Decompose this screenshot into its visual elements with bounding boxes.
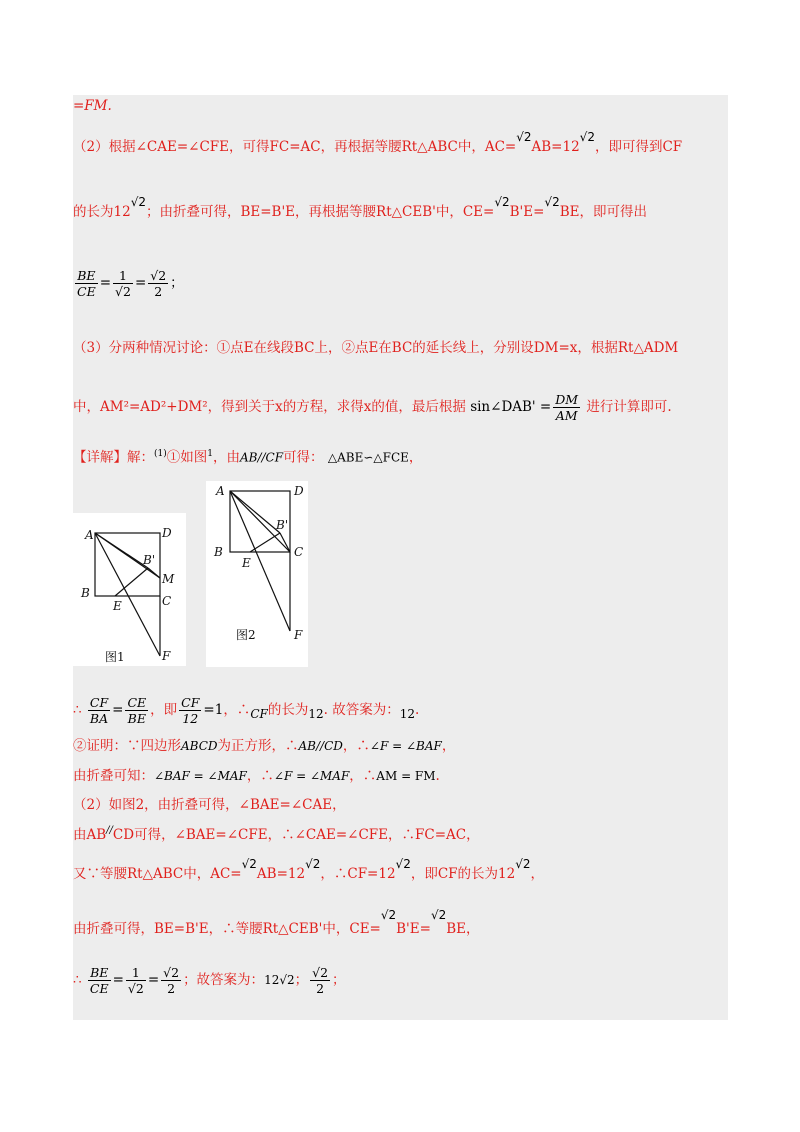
text: CF xyxy=(250,707,268,721)
text: ，即CF的长为12 xyxy=(410,866,516,882)
text-line xyxy=(73,339,678,357)
step-number: (1) xyxy=(154,449,167,459)
point-label: C xyxy=(162,594,172,608)
text-line xyxy=(73,737,455,755)
figure-2 xyxy=(206,481,308,667)
text-line xyxy=(73,97,112,115)
point-label: A xyxy=(85,528,94,542)
text: 1 xyxy=(207,449,213,459)
fraction: $\frac{√2}{2}$ xyxy=(312,965,329,996)
text-line xyxy=(73,796,346,814)
point-label: D xyxy=(294,484,304,498)
text: 由折叠可得，BE=B'E，∴等腰Rt△CEB'中，CE= xyxy=(73,921,381,937)
point-label: C xyxy=(294,545,304,559)
text: B'E= xyxy=(509,204,545,220)
formula: ∠F = ∠MAF xyxy=(273,769,350,783)
text: AB=12 xyxy=(531,139,580,155)
text-line: ∴ $\frac{CF}{BA}$ = $\frac{CE}{BE}$ ，即 $\frac{CF}{12}$ =1，∴CF的长为12. 故答案为：12. xyxy=(73,695,420,726)
text: ；故答案为： xyxy=(183,972,265,988)
text: ，即 xyxy=(150,702,178,718)
fraction-line: $\frac{BE}{CE}$ = $\frac{1}{√2}$ = $\frac{√2}{2}$ ； xyxy=(77,268,184,299)
text: ， xyxy=(530,866,544,882)
text: ， xyxy=(441,738,456,754)
text: 又∵等腰Rt△ABC中，AC= xyxy=(73,866,242,882)
parallel-symbol: // xyxy=(106,825,113,836)
text-line: ∴ $\frac{BE}{CE}$ = $\frac{1}{√2}$ = $\frac{√2}{2}$ ；故答案为：12√2； $\frac{√2}{2}$ ； xyxy=(73,965,346,996)
point-label: B xyxy=(81,586,90,600)
text-line xyxy=(73,130,683,156)
text-line xyxy=(73,826,480,846)
text: （2）根据∠CAE=∠CFE，可得FC=AC，再根据等腰Rt△ABC中，AC= xyxy=(73,139,517,155)
text: B'E= xyxy=(396,921,431,937)
point-label: A xyxy=(216,484,225,498)
figure-1 xyxy=(73,513,186,666)
text-line xyxy=(73,908,480,938)
text: ，由 xyxy=(212,449,240,466)
text: 中，AM²=AD²+DM²，得到关于x的方程，求得x的值，最后根据 xyxy=(73,399,466,415)
text: BE， xyxy=(446,921,480,937)
figure-caption: 图2 xyxy=(236,628,256,642)
formula: AB//CF xyxy=(239,450,284,465)
figure-2-drawing xyxy=(206,481,308,667)
point-label: D xyxy=(162,526,172,540)
fraction: $\frac{CE}{BE}$ xyxy=(127,695,147,726)
fraction: $\frac{CF}{12}$ xyxy=(181,695,200,726)
text: 可得： xyxy=(283,449,324,466)
text: ， xyxy=(408,449,423,466)
text: =FM. xyxy=(73,98,112,114)
point-label: E xyxy=(113,599,122,613)
sqrt-symbol: √2 xyxy=(430,908,447,922)
text: 由AB xyxy=(73,827,107,843)
text-line xyxy=(73,767,440,785)
formula: sin∠DAB' = xyxy=(470,399,552,415)
text-line xyxy=(73,392,672,423)
figure-1-drawing xyxy=(73,513,186,666)
sqrt-symbol: √2 xyxy=(305,857,321,871)
sqrt-symbol: √2 xyxy=(515,857,531,871)
text: . xyxy=(435,768,440,784)
text: （3）分两种情况讨论：①点E在线段BC上，②点E在BC的延长线上，分别设DM=x，根据Rt△ADM xyxy=(73,340,679,356)
sqrt-symbol: √2 xyxy=(130,195,146,209)
text: （2）如图2，由折叠可得，∠BAE=∠CAE， xyxy=(73,797,346,813)
formula: ∠F = ∠BAF xyxy=(369,739,442,753)
point-label: F xyxy=(294,628,303,642)
text: ，∴ xyxy=(246,768,274,784)
sqrt-symbol: √2 xyxy=(494,195,510,209)
text: ∴ xyxy=(73,972,82,988)
fraction: $\frac{√2}{2}$ xyxy=(163,965,180,996)
text: ，即可得到CF xyxy=(594,139,683,155)
text: ； xyxy=(332,972,346,988)
detail-label: 【详解】解： xyxy=(73,449,154,466)
text: ②证明：∵四边形 xyxy=(73,738,181,754)
text: ，∴ xyxy=(342,738,370,754)
fraction: $\frac{1}{√2}$ xyxy=(127,965,144,996)
fraction: $\frac{1}{√2}$ xyxy=(115,268,131,299)
formula: ABCD xyxy=(181,739,218,753)
text: 的长为 xyxy=(267,702,309,718)
text: 的长为12 xyxy=(73,204,131,220)
formula: AB//CD xyxy=(298,739,343,753)
point-label: F xyxy=(162,649,171,663)
point-label: B' xyxy=(276,518,289,532)
figure-caption: 图1 xyxy=(105,650,125,664)
text: . 故答案为： xyxy=(323,702,400,718)
formula: ∠BAF = ∠MAF xyxy=(154,769,247,783)
sqrt-symbol: √2 xyxy=(579,130,595,144)
text: 进行计算即可. xyxy=(586,399,672,415)
fraction: $\frac{CF}{BA}$ xyxy=(89,695,109,726)
sqrt-symbol: √2 xyxy=(380,908,397,922)
point-label: E xyxy=(242,556,251,570)
text: 为正方形，∴ xyxy=(217,738,299,754)
text: ，∴ xyxy=(349,768,377,784)
text: ； xyxy=(294,972,309,988)
fraction: $\frac{√2}{2}$ xyxy=(150,268,167,299)
text-line xyxy=(73,195,647,221)
point-label: B' xyxy=(143,553,156,567)
fraction: $\frac{BE}{CE}$ xyxy=(89,965,109,996)
text: ，∴ xyxy=(223,702,251,718)
sqrt-symbol: √2 xyxy=(544,195,560,209)
text: ；由折叠可得，BE=B'E，再根据等腰Rt△CEB'中，CE= xyxy=(145,204,495,220)
text: 12 xyxy=(399,707,415,721)
text: =1 xyxy=(203,702,224,718)
sqrt-symbol: √2 xyxy=(241,857,257,871)
fraction: $\frac{DM}{AM}$ xyxy=(555,392,579,423)
formula: △ABE∽△FCE xyxy=(327,450,409,465)
answer-value: 12√2 xyxy=(264,973,295,987)
text: 由折叠可知： xyxy=(73,768,154,784)
text: ①如图 xyxy=(166,449,208,466)
formula: AM = FM xyxy=(376,769,436,783)
text-line xyxy=(73,445,422,467)
text: . xyxy=(414,702,420,718)
text: AB=12 xyxy=(256,866,306,882)
text: CD可得，∠BAE=∠CFE，∴∠CAE=∠CFE，∴FC=AC， xyxy=(112,827,480,843)
sqrt-symbol: √2 xyxy=(395,857,411,871)
text: 12 xyxy=(308,707,324,721)
point-label: B xyxy=(214,545,223,559)
text: BE，即可得出 xyxy=(559,204,647,220)
text: ； xyxy=(170,275,184,291)
text-line xyxy=(73,857,544,883)
sqrt-symbol: √2 xyxy=(516,130,532,144)
fraction: $\frac{BE}{CE}$ xyxy=(77,268,96,299)
text: ，∴CF=12 xyxy=(320,866,396,882)
point-label: M xyxy=(162,572,175,586)
